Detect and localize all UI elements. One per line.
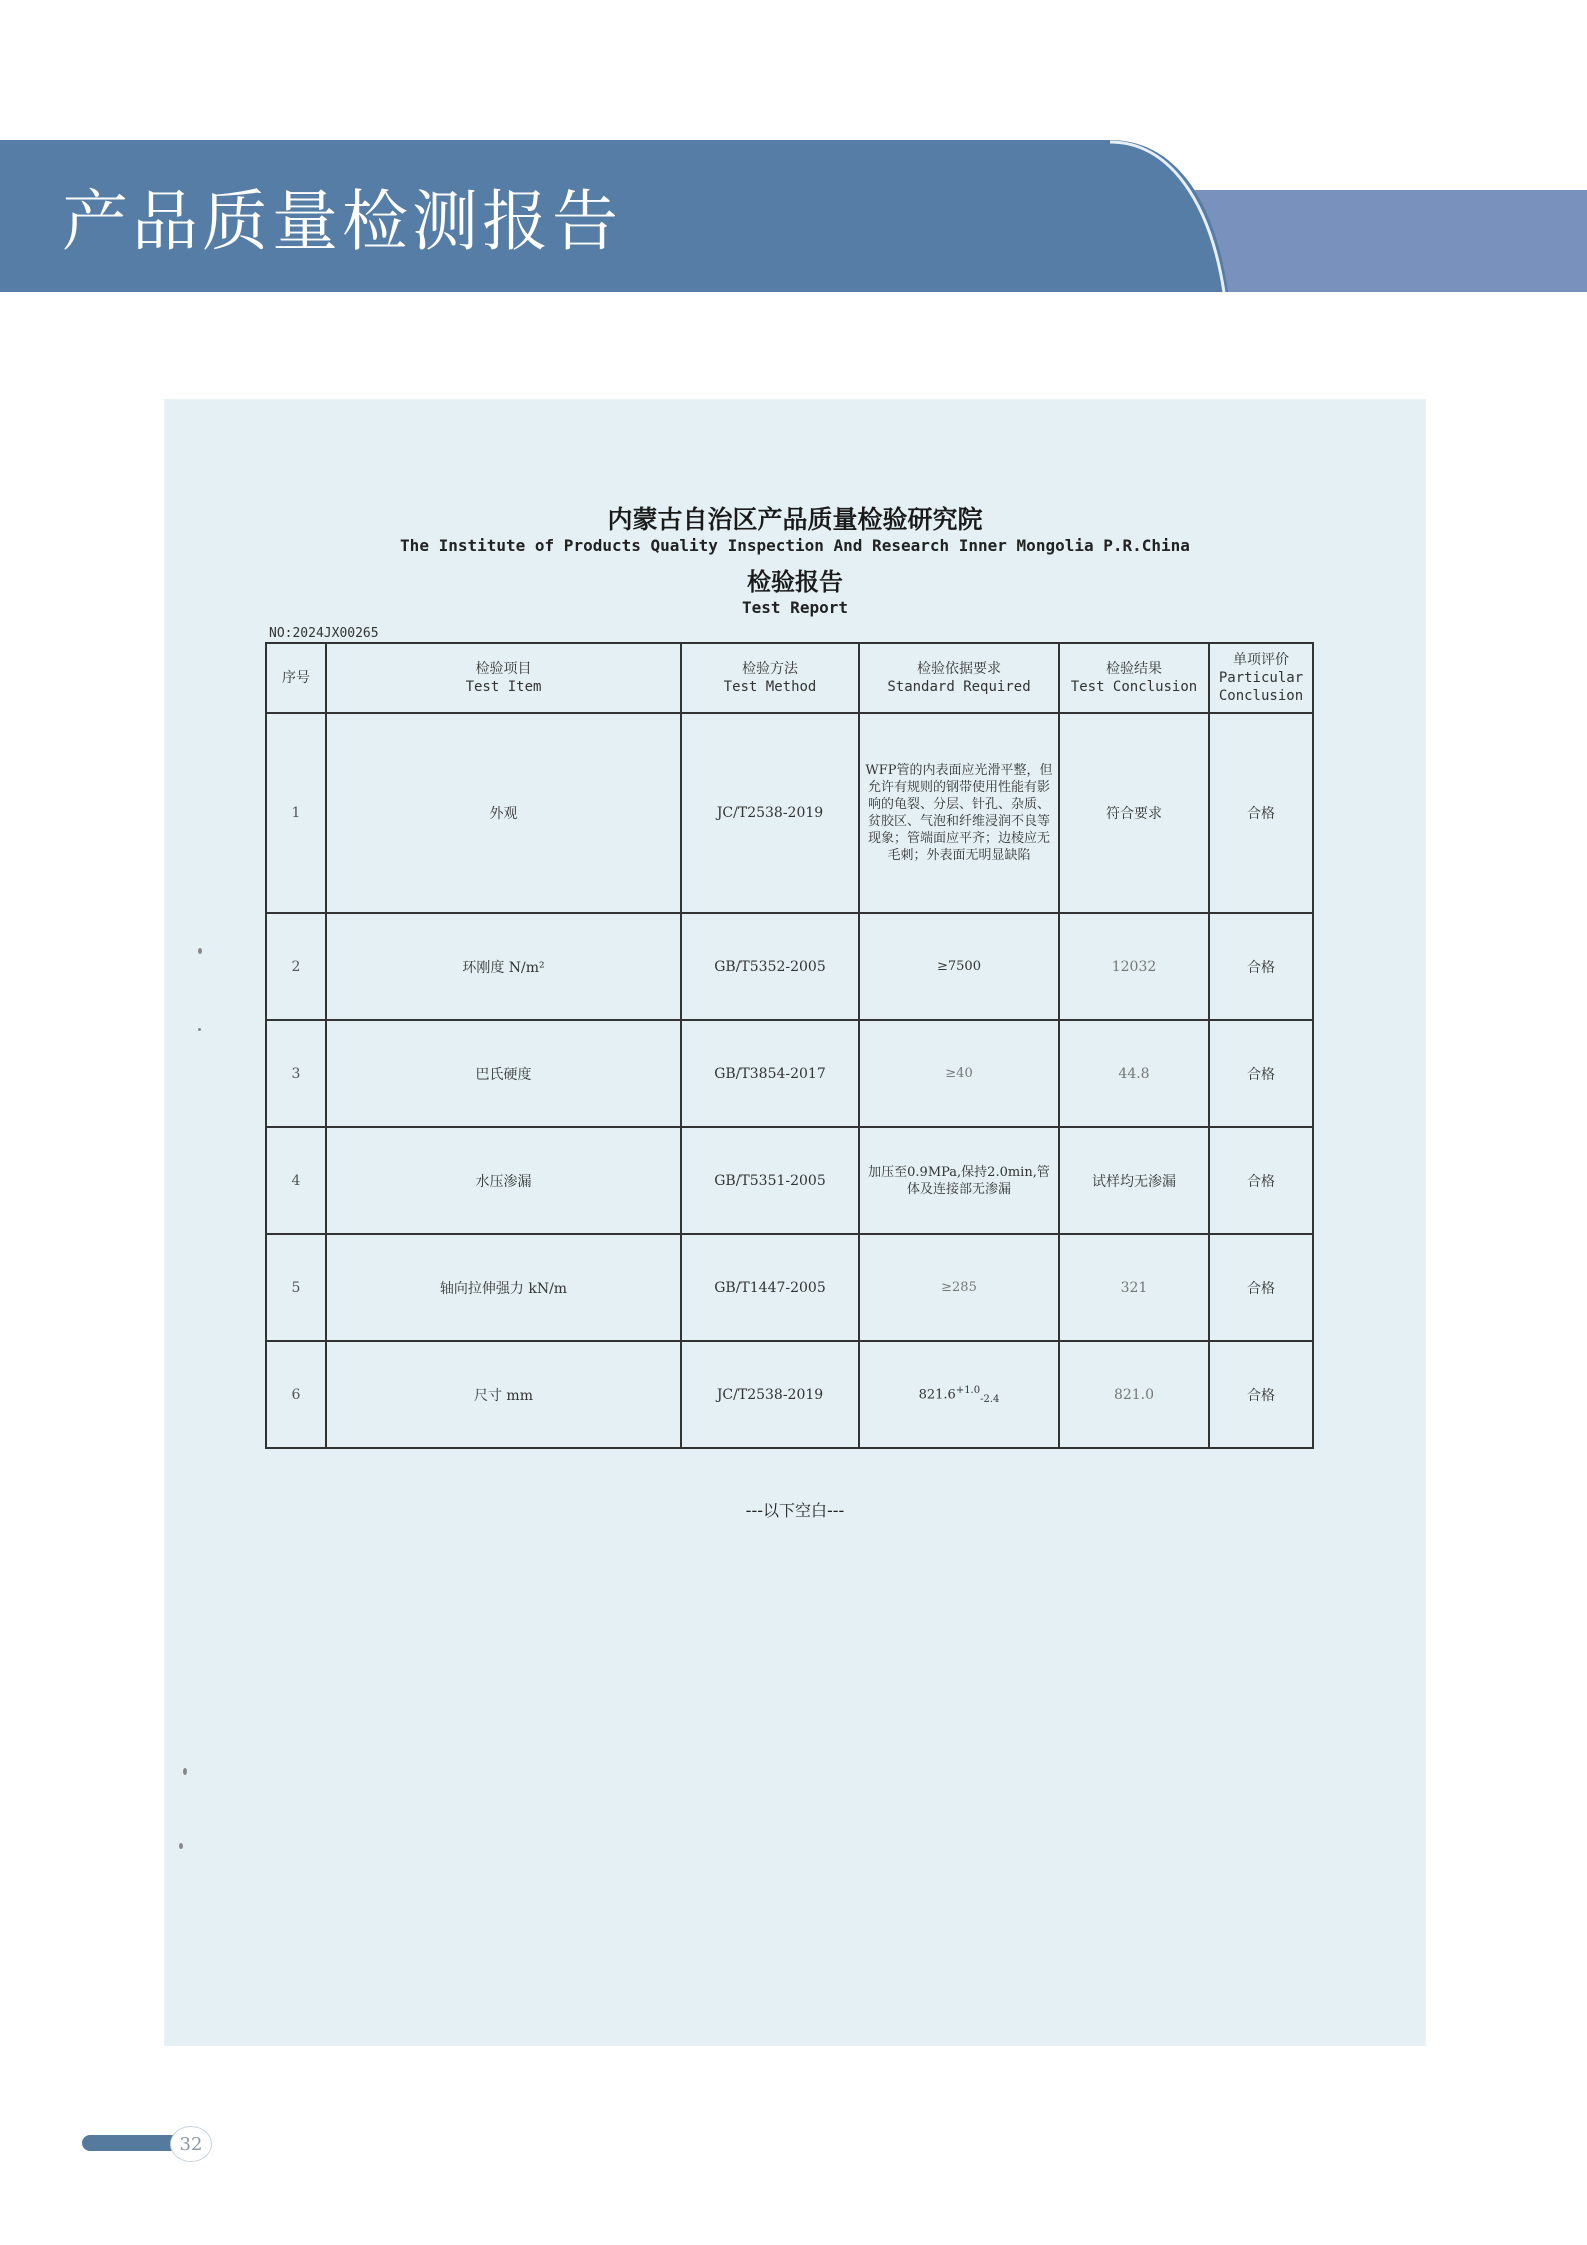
table-row [266,1341,1313,1448]
cell-standard: WFP管的内表面应光滑平整，但允许有规则的钢带使用性能有影响的龟裂、分层、针孔、杂质、贫胶区、气泡和纤维浸润不良等现象；管端面应平齐；边棱应无毛刺；外表面无明显缺陷 [859,713,1059,913]
cell-item: 环刚度 N/m² [326,913,681,1020]
header-item: 检验项目 Test Item [326,643,681,713]
page-title: 产品质量检测报告 [62,183,622,260]
cell-method: GB/T3854-2017 [681,1020,859,1127]
cell-method: JC/T2538-2019 [681,1341,859,1448]
scan-speck [198,948,202,954]
cell-evaluation: 合格 [1209,1234,1313,1341]
cell-item: 尺寸 mm [326,1341,681,1448]
cell-seq: 6 [266,1341,326,1448]
report-number: NO:2024JX00265 [269,626,379,641]
cell-evaluation: 合格 [1209,713,1313,913]
header-standard: 检验依据要求 Standard Required [859,643,1059,713]
dimension-upper-tolerance: +1.0 [955,1384,981,1396]
table-row [266,1127,1313,1234]
cell-item: 巴氏硬度 [326,1020,681,1127]
cell-item: 外观 [326,713,681,913]
report-title-cn: 检验报告 [747,568,843,596]
cell-seq: 1 [266,713,326,913]
scan-speck [179,1843,183,1849]
blank-below-note: ---以下空白--- [745,1501,845,1520]
scanned-report [165,400,1425,2045]
cell-method: GB/T5352-2005 [681,913,859,1020]
page-number: 32 [170,2126,212,2162]
cell-evaluation: 合格 [1209,1127,1313,1234]
cell-seq: 3 [266,1020,326,1127]
cell-result: 44.8 [1059,1020,1209,1127]
table-row [266,913,1313,1020]
header-method: 检验方法 Test Method [681,643,859,713]
table-header-row [266,643,1313,713]
table-row [266,713,1313,913]
cell-evaluation: 合格 [1209,1020,1313,1127]
table-row [266,1234,1313,1341]
table-row [266,1020,1313,1127]
cell-standard: ≥40 [859,1020,1059,1127]
cell-evaluation: 合格 [1209,913,1313,1020]
cell-item: 水压渗漏 [326,1127,681,1234]
dimension-base: 821.6 [918,1386,956,1402]
test-results-table [265,642,1314,1449]
cell-result: 321 [1059,1234,1209,1341]
page-number-bar [82,2135,174,2151]
cell-seq: 4 [266,1127,326,1234]
cell-method: GB/T5351-2005 [681,1127,859,1234]
cell-evaluation: 合格 [1209,1341,1313,1448]
cell-result: 12032 [1059,913,1209,1020]
scan-speck [198,1028,201,1031]
header-seq: 序号 [266,643,326,713]
dimension-lower-tolerance: -2.4 [980,1393,1000,1405]
cell-standard: ≥7500 [859,913,1059,1020]
cell-method: GB/T1447-2005 [681,1234,859,1341]
report-title-en: Test Report [742,598,848,617]
header-result: 检验结果 Test Conclusion [1059,643,1209,713]
scan-speck [183,1768,187,1775]
cell-standard: 加压至0.9MPa,保持2.0min,管体及连接部无渗漏 [859,1127,1059,1234]
cell-seq: 5 [266,1234,326,1341]
institute-name-en: The Institute of Products Quality Inspection And Research Inner Mongolia P.R.China [400,536,1190,555]
cell-standard [859,1341,1059,1448]
cell-method: JC/T2538-2019 [681,713,859,913]
header-evaluation: 单项评价 Particular Conclusion [1209,643,1313,713]
cell-result: 符合要求 [1059,713,1209,913]
cell-seq: 2 [266,913,326,1020]
institute-name-cn: 内蒙古自治区产品质量检验研究院 [607,505,983,534]
cell-result: 试样均无渗漏 [1059,1127,1209,1234]
cell-item: 轴向拉伸强力 kN/m [326,1234,681,1341]
cell-standard: ≥285 [859,1234,1059,1341]
cell-result: 821.0 [1059,1341,1209,1448]
